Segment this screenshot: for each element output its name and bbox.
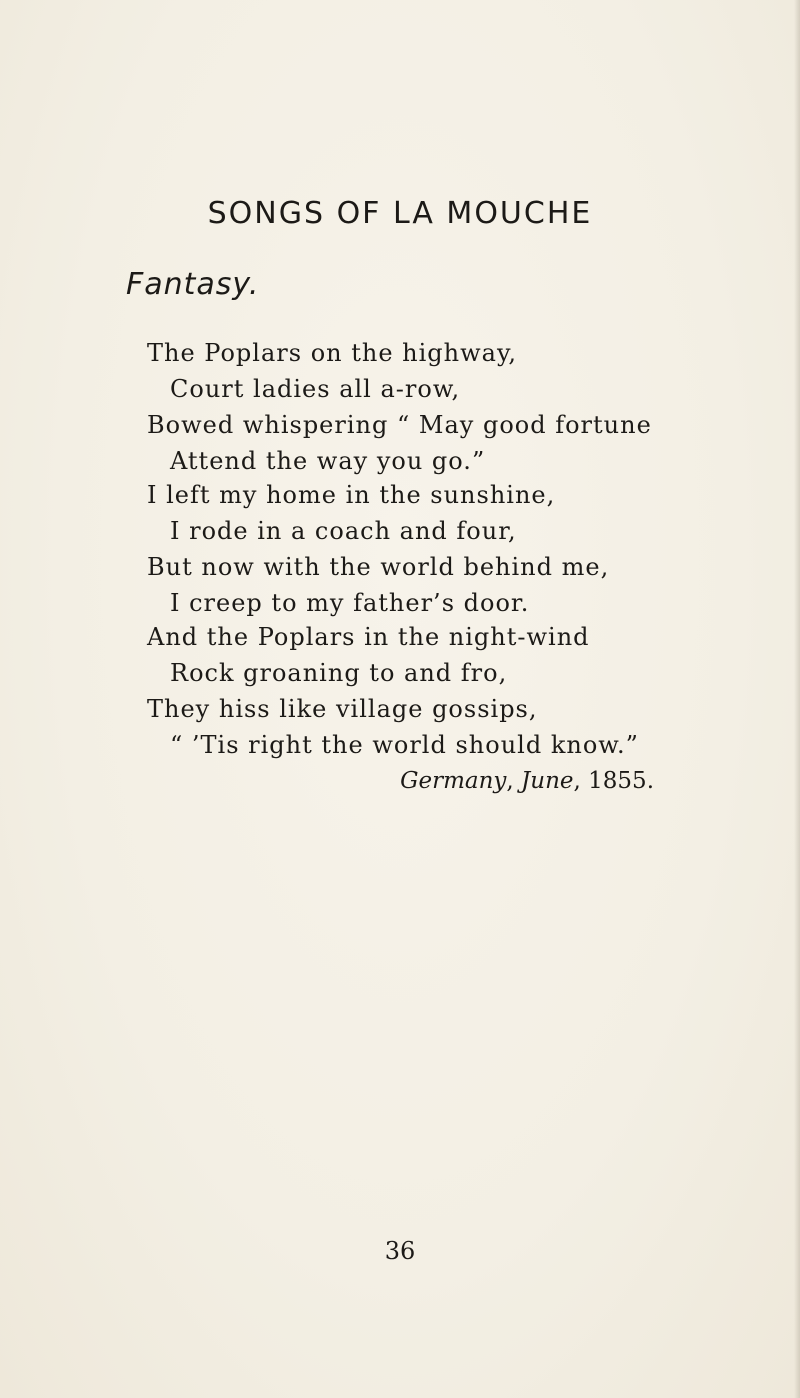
verse-line: Rock groaning to and fro, [170,659,508,687]
dateline-month: June [521,768,574,794]
verse-line: “ ’Tis right the world should know.” [170,731,639,759]
verse-line: Court ladies all a-row, [170,375,461,403]
stanza-1 [147,335,787,479]
poem-title: Fantasy. [126,267,260,302]
verse-line: I left my home in the sunshine, [147,481,556,509]
verse-line: And the Poplars in the night-wind [147,623,590,651]
stanza-2 [147,477,787,621]
running-head: SONGS OF LA MOUCHE [207,196,593,231]
verse-line: Attend the way you go.” [170,447,486,475]
dateline-place: Germany [400,768,507,794]
stanza-3 [147,619,787,763]
dateline: Germany, June, 1855. [400,768,654,794]
verse-line: Bowed whispering “ May good fortune [147,411,652,439]
verse-line: I rode in a coach and four, [170,517,517,545]
verse-line: They hiss like village gossips, [147,695,538,723]
verse-line: The Poplars on the highway, [147,339,517,367]
verse-line: I creep to my father’s door. [170,589,530,617]
verse-line: But now with the world behind me, [147,553,610,581]
page-number: 36 [384,1237,416,1265]
dateline-year: 1855 [588,768,647,794]
